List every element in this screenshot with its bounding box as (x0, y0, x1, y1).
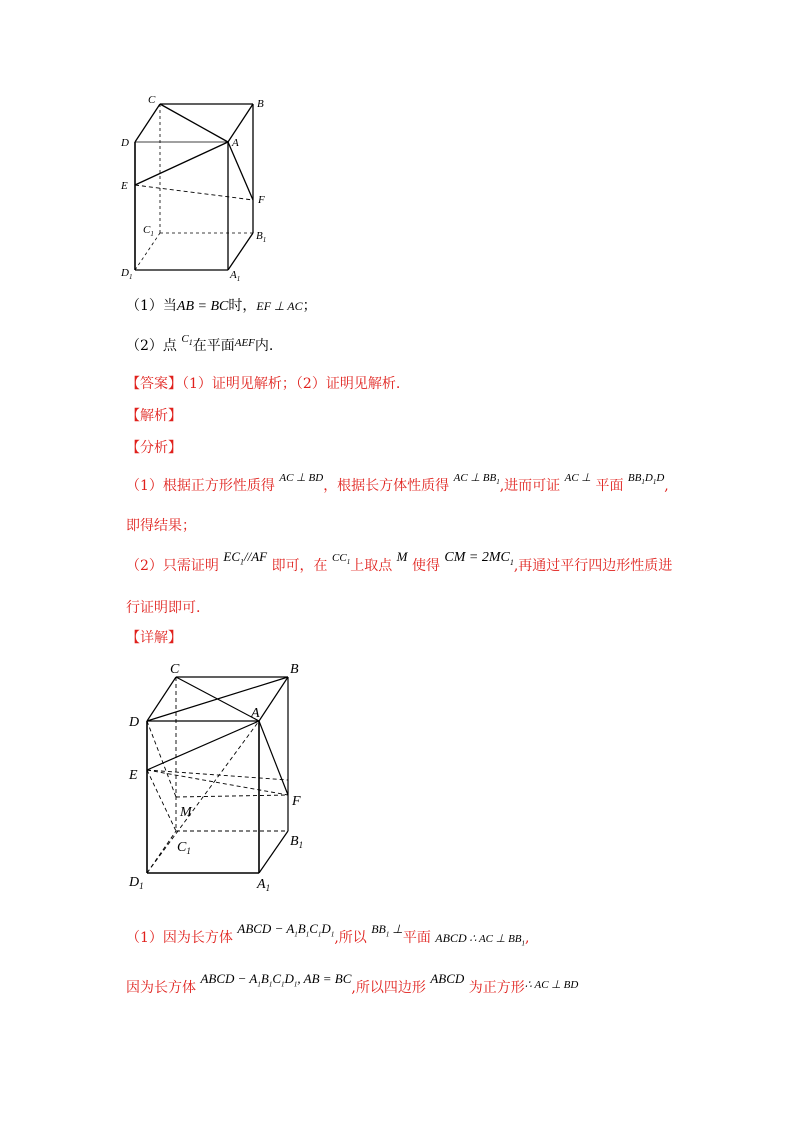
label-D: D (129, 715, 140, 730)
label-M: M (180, 805, 192, 820)
d1-math-cuboid: ABCD − $A_1B_1C_1D_1$ (237, 921, 335, 939)
d1-text-1: （1）因为长方体 (126, 930, 233, 946)
q2-math-c1: C1 (181, 333, 193, 348)
q1-mid: 时， (228, 298, 257, 314)
fx2-math-ec1-af: $EC_1//AF$ (223, 549, 268, 567)
analysis-1-cont: 即得结果； (126, 518, 196, 534)
analysis-title: 【解析】 (126, 408, 182, 424)
edge-A1B1 (259, 831, 288, 873)
answer-line (126, 374, 400, 394)
fx1-text-3: ,进而可证 (499, 478, 561, 494)
label-E: E (121, 180, 128, 192)
fx1-math-ac-bd: AC ⊥ BD (279, 472, 324, 484)
edge-BA (259, 677, 288, 721)
figure-1-cuboid (110, 90, 280, 290)
q1-math-ab-bc: AB = BC (176, 299, 229, 314)
label-C1: $C_1$ (177, 840, 191, 856)
d1-text-4: , (525, 930, 530, 946)
label-B1: $B_1$ (290, 834, 304, 850)
d1-math-abcd: ABCD ∴ AC ⊥ $BB_1$ (435, 931, 526, 948)
label-A: A (251, 706, 260, 721)
analysis-2 (126, 549, 673, 582)
d2-math-abcd: ABCD (430, 971, 465, 986)
answer-text: （1）证明见解析；（2）证明见解析. (182, 376, 401, 392)
analysis-2-cont: 行证明即可. (126, 600, 201, 616)
edge-EC1 (147, 770, 176, 831)
edge-CA (160, 104, 228, 142)
q2-math-aef: AEF (234, 337, 255, 349)
detail-title: 【详解】 (126, 630, 182, 646)
answer-label: 【答案】 (126, 376, 182, 392)
edge-EA (135, 142, 228, 185)
label-F: F (292, 794, 301, 809)
label-A1: $A_1$ (230, 269, 241, 283)
label-D1: $D_1$ (129, 875, 144, 891)
d2-math-ac-bd: ∴ AC ⊥ BD (524, 979, 579, 991)
fx1-math-bb1d1d: BB1D1D (627, 472, 665, 487)
fenxi-title: 【分析】 (126, 440, 182, 456)
fx2-math-cc1: CC1 (332, 552, 351, 567)
label-C: C (170, 662, 180, 677)
label-C1: $C_1$ (143, 224, 154, 238)
label-B1: $B_1$ (256, 230, 267, 244)
fx2-text-3: 上取点 (350, 558, 393, 574)
edge-CD (135, 104, 160, 142)
label-A1: $A_1$ (257, 877, 271, 893)
analysis-1 (126, 472, 669, 501)
figure-2-cuboid (120, 655, 320, 900)
d2-math-cuboid: ABCD − $A_1B_1C_1D_1$, AB = BC (200, 971, 352, 989)
edge-A1B1 (228, 233, 253, 270)
detail-1 (126, 921, 530, 954)
fx1-math-ac-perp: AC ⊥ (564, 472, 592, 484)
label-A: A (232, 137, 239, 149)
q1-prefix: （1）当 (126, 298, 177, 314)
d1-text-2: ,所以 (334, 930, 367, 946)
edge-D1A (147, 721, 259, 873)
detail-2 (126, 971, 579, 1004)
label-D: D (121, 137, 129, 149)
edge-AF (259, 721, 288, 795)
d2-text-2: ,所以四边形 (351, 980, 426, 996)
fx2-text-2: 即可，在 (271, 558, 328, 574)
fx2-text-4: 使得 (411, 558, 440, 574)
edge-DB (147, 677, 288, 721)
question-1 (126, 296, 317, 317)
edge-EF (135, 185, 253, 200)
label-C: C (148, 94, 156, 106)
question-2 (126, 333, 274, 361)
edge-D1C1 (135, 233, 160, 270)
edge-EF (147, 770, 288, 795)
d2-text-3: 为正方形 (468, 980, 525, 996)
d1-math-bb1: $BB_1$ ⊥ (371, 922, 403, 939)
fx1-text-4: 平面 (595, 478, 624, 494)
edge-EA (147, 721, 259, 770)
fx1-math-ac-bb1: AC ⊥ BB1 (453, 472, 500, 487)
fx2-math-m: M (396, 549, 408, 564)
d2-text-1: 因为长方体 (126, 980, 196, 996)
edge-AF (228, 142, 253, 200)
label-F: F (258, 194, 265, 206)
label-D1: $D_1$ (121, 267, 133, 281)
d1-text-3: 平面 (402, 930, 431, 946)
fx1-text-2: ，根据长方体性质得 (323, 478, 450, 494)
edge-E-right (147, 770, 288, 780)
q2-suffix: 内. (254, 338, 274, 354)
label-B: B (290, 662, 299, 677)
q1-suffix: ； (302, 298, 317, 314)
label-E: E (129, 768, 138, 783)
fx2-text-5: ,再通过平行四边形性质进 (513, 558, 673, 574)
q1-math-ef-ac: EF ⊥ AC (256, 299, 303, 313)
label-B: B (257, 98, 264, 110)
fx1-text-5: , (664, 478, 669, 494)
q2-prefix: （2）点 (126, 338, 177, 354)
fx2-text-1: （2）只需证明 (126, 558, 219, 574)
fx1-text-1: （1）根据正方形性质得 (126, 478, 275, 494)
edge-MF (176, 795, 288, 797)
q2-mid: 在平面 (192, 338, 235, 354)
edge-CD (147, 677, 176, 721)
fx2-math-cm-2mc1: CM = $2MC_1$ (444, 550, 514, 567)
